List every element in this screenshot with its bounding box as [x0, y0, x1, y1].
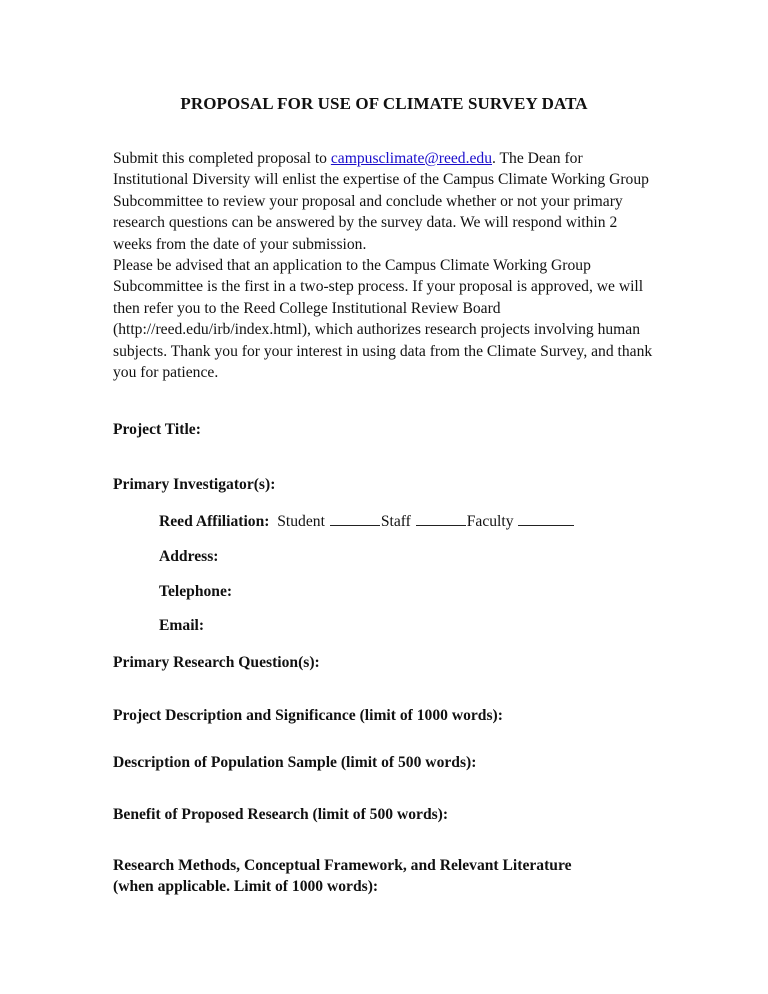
intro-paragraph-advisory: Please be advised that an application to the Campus Climate Working Group Subcommittee is the first in a two-step process. If your proposal is approved, we will then refer you to the Reed College Institutional Review Board (http://reed.edu/irb/index.html), which authorizes research projects involving human subjects. Thank you for your interest in using data from the Climate Survey, and thank you for patience.	[113, 257, 653, 382]
student-blank-line[interactable]	[330, 511, 380, 526]
field-label-research-methods: Research Methods, Conceptual Framework, and Relevant Literature (when applicable. Limit of 1000 words):	[113, 857, 572, 896]
affiliation-option-student: Student	[277, 513, 325, 530]
field-label-project-title: Project Title:	[113, 421, 201, 438]
field-label-address: Address:	[159, 548, 219, 565]
reed-affiliation-row	[159, 511, 719, 532]
intro-paragraph-submit	[113, 148, 658, 255]
field-label-telephone: Telephone:	[159, 583, 233, 600]
email-link[interactable]: campusclimate@reed.edu	[330, 150, 493, 167]
affiliation-option-faculty: Faculty	[466, 513, 514, 530]
faculty-blank-line[interactable]	[518, 511, 574, 526]
affiliation-option-staff: Staff	[380, 513, 411, 530]
field-label-population-sample: Description of Population Sample (limit of 500 words):	[113, 754, 477, 771]
intro-text-after-link: . The Dean for Institutional Diversity will enlist the expertise of the Campus Climate Working Group Subcommittee to review your proposal and conclude whether or not your primary research questions can be answered by the survey data. We will respond within 2 weeks from the date of your submission.	[113, 150, 649, 253]
staff-blank-line[interactable]	[416, 511, 466, 526]
intro-text-before-link: Submit this completed proposal to	[113, 150, 331, 167]
field-label-benefit: Benefit of Proposed Research (limit of 500 words):	[113, 806, 449, 823]
field-label-email: Email:	[159, 617, 205, 634]
field-label-primary-research-questions: Primary Research Question(s):	[113, 654, 320, 671]
field-label-primary-investigators: Primary Investigator(s):	[113, 476, 276, 493]
page-title: PROPOSAL FOR USE OF CLIMATE SURVEY DATA	[180, 94, 588, 113]
field-label-project-description: Project Description and Significance (limit of 1000 words):	[113, 707, 503, 724]
field-label-reed-affiliation: Reed Affiliation:	[159, 513, 270, 530]
